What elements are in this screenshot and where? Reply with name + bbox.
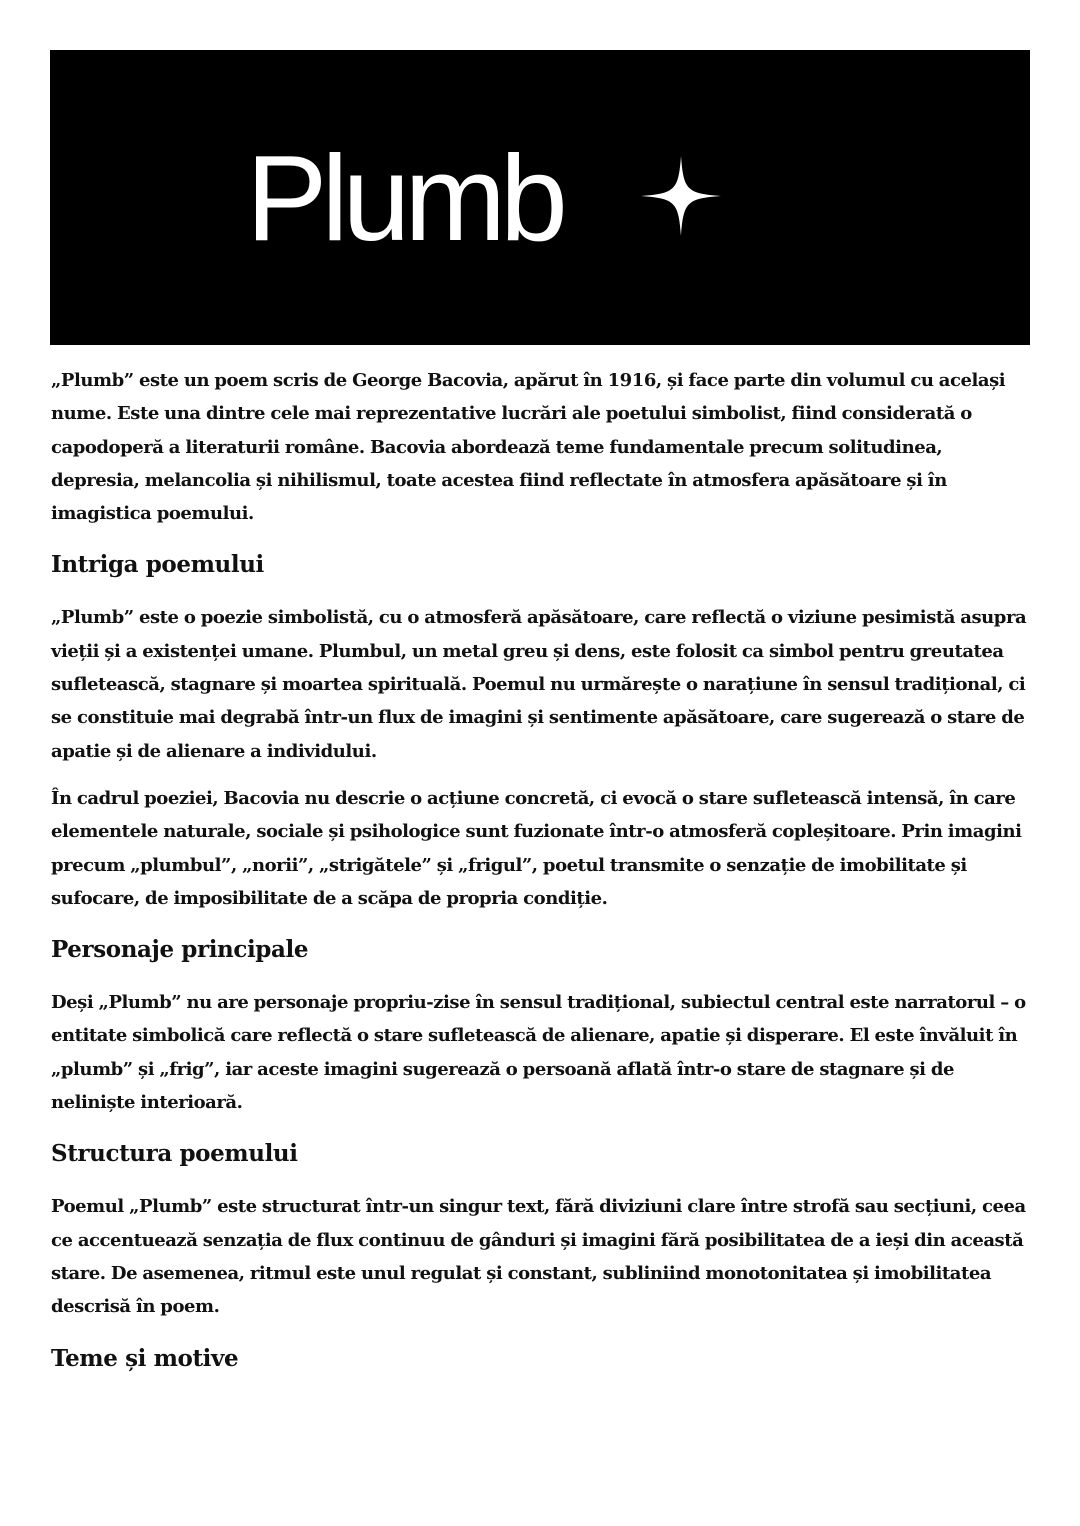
article-body [51,364,1031,1395]
section-paragraph: „Plumb” este o poezie simbolistă, cu o atmosferă apăsătoare, care reflectă o viziune pesimistă asupra vieții și a existenței umane. Plumbul, un metal greu și dens, este folosit ca simbol pentru greutatea sufletească, stagnare și moartea spirituală. Poemul nu urmărește o narațiune în sensul tradițional, ci se constituie mai degrabă într-un flux de imagini și sentimente apăsătoare, care sugerează o stare de apatie și de alienare a individului. [51,607,1027,762]
header-banner [50,50,1030,345]
sparkle-icon [641,156,721,236]
section-heading-structura: Structura poemului [51,1140,298,1168]
section-paragraph: În cadrul poeziei, Bacovia nu descrie o acțiune concretă, ci evocă o stare sufletească intensă, în care elementele naturale, sociale și psihologice sunt fuzionate într-o atmosferă copleșitoare. Prin imagini precum „plumbul”, „norii”, „strigătele” și „frigul”, poetul transmite o senzație de imobilitate și sufocare, de imposibilitate de a scăpa de propria condiție. [51,787,1022,909]
page-title: Plumb [246,130,562,266]
intro-paragraph: „Plumb” este un poem scris de George Bacovia, apărut în 1916, și face parte din volumul cu același nume. Este una dintre cele mai reprezentative lucrări ale poetului simbolist, fiind considerată o capodoperă a literaturii române. Bacovia abordează teme fundamentale precum solitudinea, depresia, melancolia și nihilismul, toate acestea fiind reflectate în atmosfera apăsătoare și în imagistica poemului. [51,370,1006,525]
section-paragraph: Poemul „Plumb” este structurat într-un singur text, fără diviziuni clare între strofă sau secțiuni, ceea ce accentuează senzația de flux continuu de gânduri și imagini fără posibilitatea de a ieși din această stare. De asemenea, ritmul este unul regulat și constant, subliniind monotonitatea și imobilitatea descrisă în poem. [51,1196,1026,1318]
section-heading-teme: Teme și motive [51,1344,239,1372]
section-paragraph: Deși „Plumb” nu are personaje propriu-zise în sensul tradițional, subiectul central este narratorul – o entitate simbolică care reflectă o stare sufletească de alienare, apatie și disperare. El este învăluit în „plumb” și „frig”, iar aceste imagini sugerează o persoană aflată într-o stare de stagnare și de neliniște interioară. [51,992,1026,1114]
section-heading-intriga: Intriga poemului [51,551,264,579]
section-heading-personaje: Personaje principale [51,936,309,964]
